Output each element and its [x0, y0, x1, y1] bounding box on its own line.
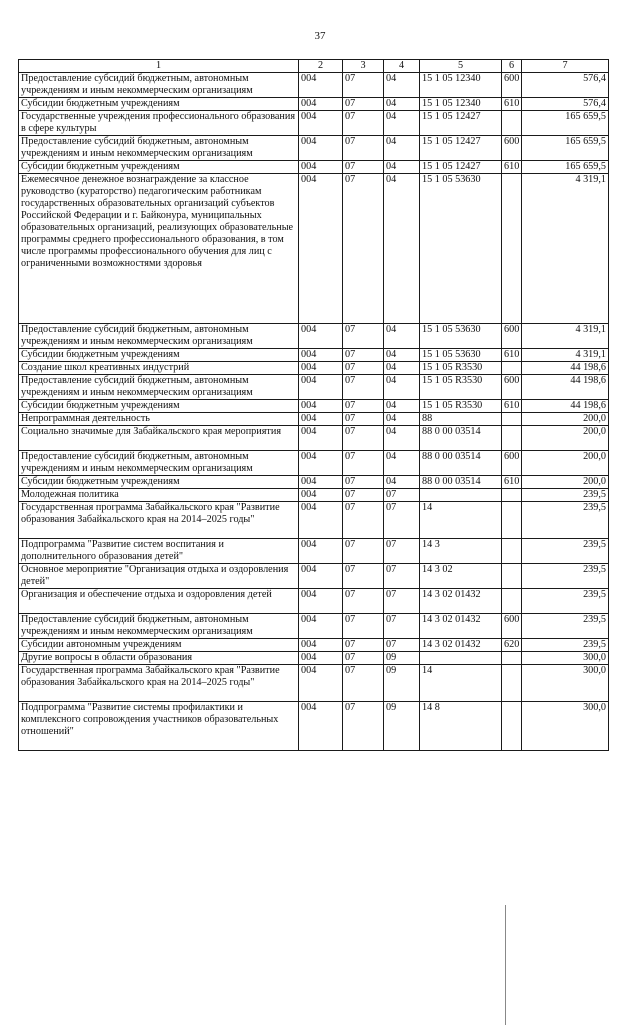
row-target-article: 15 1 05 R3530	[420, 362, 502, 375]
row-admin-code: 004	[299, 324, 343, 349]
row-name: Организация и обеспечение отдыха и оздоровления детей	[19, 589, 299, 614]
row-amount: 4 319,1	[522, 324, 609, 349]
row-target-article: 88 0 00 03514	[420, 476, 502, 489]
row-admin-code: 004	[299, 174, 343, 324]
table-row	[19, 564, 609, 589]
table-row	[19, 362, 609, 375]
row-subsection: 07	[384, 502, 420, 539]
row-section: 07	[343, 349, 384, 362]
row-target-article: 14	[420, 502, 502, 539]
row-name: Предоставление субсидий бюджетным, автономным учреждениям и иным некоммерческим организациям	[19, 73, 299, 98]
row-admin-code: 004	[299, 614, 343, 639]
table-row	[19, 665, 609, 702]
row-section: 07	[343, 136, 384, 161]
table-row	[19, 174, 609, 324]
row-amount: 239,5	[522, 489, 609, 502]
row-expense-type	[502, 111, 522, 136]
row-amount: 200,0	[522, 413, 609, 426]
row-expense-type: 600	[502, 136, 522, 161]
row-amount: 200,0	[522, 426, 609, 451]
row-admin-code: 004	[299, 73, 343, 98]
scan-line	[505, 905, 506, 1025]
row-amount: 300,0	[522, 702, 609, 751]
row-amount: 576,4	[522, 98, 609, 111]
row-amount: 165 659,5	[522, 136, 609, 161]
row-expense-type	[502, 665, 522, 702]
row-section: 07	[343, 161, 384, 174]
header-col-6: 6	[502, 60, 522, 73]
row-admin-code: 004	[299, 161, 343, 174]
row-name: Субсидии бюджетным учреждениям	[19, 161, 299, 174]
row-expense-type: 600	[502, 451, 522, 476]
row-section: 07	[343, 73, 384, 98]
row-target-article: 14	[420, 665, 502, 702]
row-target-article: 15 1 05 12340	[420, 73, 502, 98]
row-subsection: 04	[384, 98, 420, 111]
header-col-1: 1	[19, 60, 299, 73]
row-section: 07	[343, 375, 384, 400]
row-name: Субсидии бюджетным учреждениям	[19, 476, 299, 489]
row-target-article: 14 3 02 01432	[420, 614, 502, 639]
table-row	[19, 502, 609, 539]
row-target-article: 88 0 00 03514	[420, 426, 502, 451]
row-target-article: 15 1 05 12427	[420, 111, 502, 136]
row-target-article: 15 1 05 53630	[420, 324, 502, 349]
row-subsection: 07	[384, 539, 420, 564]
row-section: 07	[343, 652, 384, 665]
row-target-article: 14 3 02 01432	[420, 639, 502, 652]
row-name: Создание школ креативных индустрий	[19, 362, 299, 375]
row-subsection: 04	[384, 426, 420, 451]
row-name: Субсидии бюджетным учреждениям	[19, 400, 299, 413]
row-section: 07	[343, 476, 384, 489]
row-target-article: 88 0 00 03514	[420, 451, 502, 476]
row-section: 07	[343, 702, 384, 751]
row-target-article: 15 1 05 12340	[420, 98, 502, 111]
row-expense-type	[502, 589, 522, 614]
budget-table	[18, 59, 609, 751]
row-subsection: 07	[384, 639, 420, 652]
row-name: Субсидии бюджетным учреждениям	[19, 349, 299, 362]
row-section: 07	[343, 614, 384, 639]
row-admin-code: 004	[299, 589, 343, 614]
row-admin-code: 004	[299, 349, 343, 362]
row-target-article: 14 3 02	[420, 564, 502, 589]
row-expense-type: 610	[502, 161, 522, 174]
row-target-article: 88	[420, 413, 502, 426]
row-admin-code: 004	[299, 375, 343, 400]
row-expense-type: 600	[502, 324, 522, 349]
row-amount: 239,5	[522, 539, 609, 564]
table-row	[19, 426, 609, 451]
row-subsection: 04	[384, 111, 420, 136]
row-admin-code: 004	[299, 426, 343, 451]
row-subsection: 04	[384, 73, 420, 98]
row-subsection: 09	[384, 665, 420, 702]
row-admin-code: 004	[299, 502, 343, 539]
row-section: 07	[343, 451, 384, 476]
row-subsection: 04	[384, 362, 420, 375]
row-section: 07	[343, 98, 384, 111]
row-amount: 300,0	[522, 665, 609, 702]
row-expense-type	[502, 564, 522, 589]
row-admin-code: 004	[299, 702, 343, 751]
header-col-2: 2	[299, 60, 343, 73]
row-expense-type: 610	[502, 98, 522, 111]
table-header-row	[19, 60, 609, 73]
row-target-article: 15 1 05 53630	[420, 349, 502, 362]
row-amount: 4 319,1	[522, 349, 609, 362]
row-amount: 239,5	[522, 589, 609, 614]
row-expense-type	[502, 702, 522, 751]
header-col-5: 5	[420, 60, 502, 73]
table-row	[19, 589, 609, 614]
table-row	[19, 161, 609, 174]
row-admin-code: 004	[299, 652, 343, 665]
row-section: 07	[343, 362, 384, 375]
row-amount: 300,0	[522, 652, 609, 665]
row-target-article: 15 1 05 53630	[420, 174, 502, 324]
row-target-article	[420, 652, 502, 665]
row-amount: 239,5	[522, 614, 609, 639]
row-section: 07	[343, 400, 384, 413]
row-amount: 165 659,5	[522, 111, 609, 136]
row-amount: 239,5	[522, 564, 609, 589]
table-row	[19, 73, 609, 98]
table-row	[19, 639, 609, 652]
row-admin-code: 004	[299, 489, 343, 502]
row-expense-type: 600	[502, 614, 522, 639]
row-target-article: 14 3	[420, 539, 502, 564]
row-subsection: 04	[384, 375, 420, 400]
table-row	[19, 451, 609, 476]
row-name: Государственные учреждения профессионального образования в сфере культуры	[19, 111, 299, 136]
row-expense-type	[502, 426, 522, 451]
row-expense-type	[502, 489, 522, 502]
row-subsection: 07	[384, 614, 420, 639]
row-section: 07	[343, 324, 384, 349]
row-admin-code: 004	[299, 98, 343, 111]
row-expense-type	[502, 652, 522, 665]
row-target-article: 14 8	[420, 702, 502, 751]
table-row	[19, 349, 609, 362]
row-name: Предоставление субсидий бюджетным, автономным учреждениям и иным некоммерческим организациям	[19, 614, 299, 639]
row-subsection: 04	[384, 174, 420, 324]
row-amount: 165 659,5	[522, 161, 609, 174]
row-amount: 239,5	[522, 502, 609, 539]
row-subsection: 04	[384, 476, 420, 489]
table-row	[19, 489, 609, 502]
row-name: Основное мероприятие "Организация отдыха и оздоровления детей"	[19, 564, 299, 589]
row-section: 07	[343, 589, 384, 614]
table-row	[19, 324, 609, 349]
row-amount: 200,0	[522, 451, 609, 476]
row-amount: 4 319,1	[522, 174, 609, 324]
row-section: 07	[343, 111, 384, 136]
row-expense-type	[502, 362, 522, 375]
row-name: Молодежная политика	[19, 489, 299, 502]
row-name: Предоставление субсидий бюджетным, автономным учреждениям и иным некоммерческим организациям	[19, 451, 299, 476]
row-admin-code: 004	[299, 539, 343, 564]
table-row	[19, 539, 609, 564]
row-section: 07	[343, 502, 384, 539]
row-admin-code: 004	[299, 136, 343, 161]
row-name: Предоставление субсидий бюджетным, автономным учреждениям и иным некоммерческим организациям	[19, 375, 299, 400]
row-name: Другие вопросы в области образования	[19, 652, 299, 665]
row-name: Ежемесячное денежное вознаграждение за классное руководство (кураторство) педагогическим работникам государственных образовательных организаций субъектов Российской Федерации и г. Байконура, муниципальных образовательных организаций, реализующих образовательные программы среднего профессионального образования, в том числе программы профессионального обучения для лиц с ограниченными возможностями здоровья	[19, 174, 299, 324]
row-amount: 576,4	[522, 73, 609, 98]
row-expense-type: 600	[502, 375, 522, 400]
header-col-3: 3	[343, 60, 384, 73]
row-section: 07	[343, 564, 384, 589]
row-subsection: 04	[384, 324, 420, 349]
table-row	[19, 476, 609, 489]
row-name: Непрограммная деятельность	[19, 413, 299, 426]
table-row	[19, 111, 609, 136]
row-expense-type	[502, 539, 522, 564]
table-body	[19, 73, 609, 751]
row-admin-code: 004	[299, 362, 343, 375]
row-subsection: 04	[384, 161, 420, 174]
row-name: Предоставление субсидий бюджетным, автономным учреждениям и иным некоммерческим организациям	[19, 324, 299, 349]
row-expense-type: 610	[502, 476, 522, 489]
row-amount: 200,0	[522, 476, 609, 489]
row-target-article: 14 3 02 01432	[420, 589, 502, 614]
table-row	[19, 702, 609, 751]
row-amount: 239,5	[522, 639, 609, 652]
row-admin-code: 004	[299, 639, 343, 652]
row-amount: 44 198,6	[522, 362, 609, 375]
row-section: 07	[343, 539, 384, 564]
row-subsection: 09	[384, 702, 420, 751]
row-section: 07	[343, 413, 384, 426]
table-row	[19, 136, 609, 161]
row-target-article: 15 1 05 12427	[420, 161, 502, 174]
row-name: Подпрограмма "Развитие систем воспитания и дополнительного образования детей"	[19, 539, 299, 564]
row-subsection: 07	[384, 489, 420, 502]
row-subsection: 04	[384, 451, 420, 476]
row-admin-code: 004	[299, 564, 343, 589]
row-subsection: 04	[384, 400, 420, 413]
row-name: Субсидии автономным учреждениям	[19, 639, 299, 652]
row-admin-code: 004	[299, 111, 343, 136]
row-section: 07	[343, 489, 384, 502]
row-amount: 44 198,6	[522, 375, 609, 400]
row-expense-type: 620	[502, 639, 522, 652]
row-subsection: 04	[384, 349, 420, 362]
table-row	[19, 98, 609, 111]
row-expense-type: 600	[502, 73, 522, 98]
row-section: 07	[343, 639, 384, 652]
table-row	[19, 614, 609, 639]
row-admin-code: 004	[299, 413, 343, 426]
row-section: 07	[343, 426, 384, 451]
row-subsection: 09	[384, 652, 420, 665]
row-name: Подпрограмма "Развитие системы профилактики и комплексного сопровождения участников образовательных отношений"	[19, 702, 299, 751]
row-name: Государственная программа Забайкальского края "Развитие образования Забайкальского края на 2014–2025 годы"	[19, 502, 299, 539]
table-row	[19, 413, 609, 426]
row-subsection: 04	[384, 413, 420, 426]
row-subsection: 07	[384, 564, 420, 589]
row-section: 07	[343, 174, 384, 324]
row-name: Предоставление субсидий бюджетным, автономным учреждениям и иным некоммерческим организациям	[19, 136, 299, 161]
header-col-7: 7	[522, 60, 609, 73]
row-admin-code: 004	[299, 451, 343, 476]
row-expense-type	[502, 413, 522, 426]
row-target-article	[420, 489, 502, 502]
row-name: Государственная программа Забайкальского края "Развитие образования Забайкальского края на 2014–2025 годы"	[19, 665, 299, 702]
row-admin-code: 004	[299, 476, 343, 489]
row-expense-type	[502, 174, 522, 324]
row-target-article: 15 1 05 R3530	[420, 375, 502, 400]
row-admin-code: 004	[299, 400, 343, 413]
row-target-article: 15 1 05 12427	[420, 136, 502, 161]
row-expense-type: 610	[502, 400, 522, 413]
row-subsection: 07	[384, 589, 420, 614]
page-number: 37	[314, 30, 326, 42]
row-expense-type	[502, 502, 522, 539]
row-subsection: 04	[384, 136, 420, 161]
header-col-4: 4	[384, 60, 420, 73]
row-target-article: 15 1 05 R3530	[420, 400, 502, 413]
row-expense-type: 610	[502, 349, 522, 362]
table-row	[19, 652, 609, 665]
row-amount: 44 198,6	[522, 400, 609, 413]
row-name: Социально значимые для Забайкальского края мероприятия	[19, 426, 299, 451]
table-row	[19, 400, 609, 413]
table-row	[19, 375, 609, 400]
row-name: Субсидии бюджетным учреждениям	[19, 98, 299, 111]
row-section: 07	[343, 665, 384, 702]
row-admin-code: 004	[299, 665, 343, 702]
